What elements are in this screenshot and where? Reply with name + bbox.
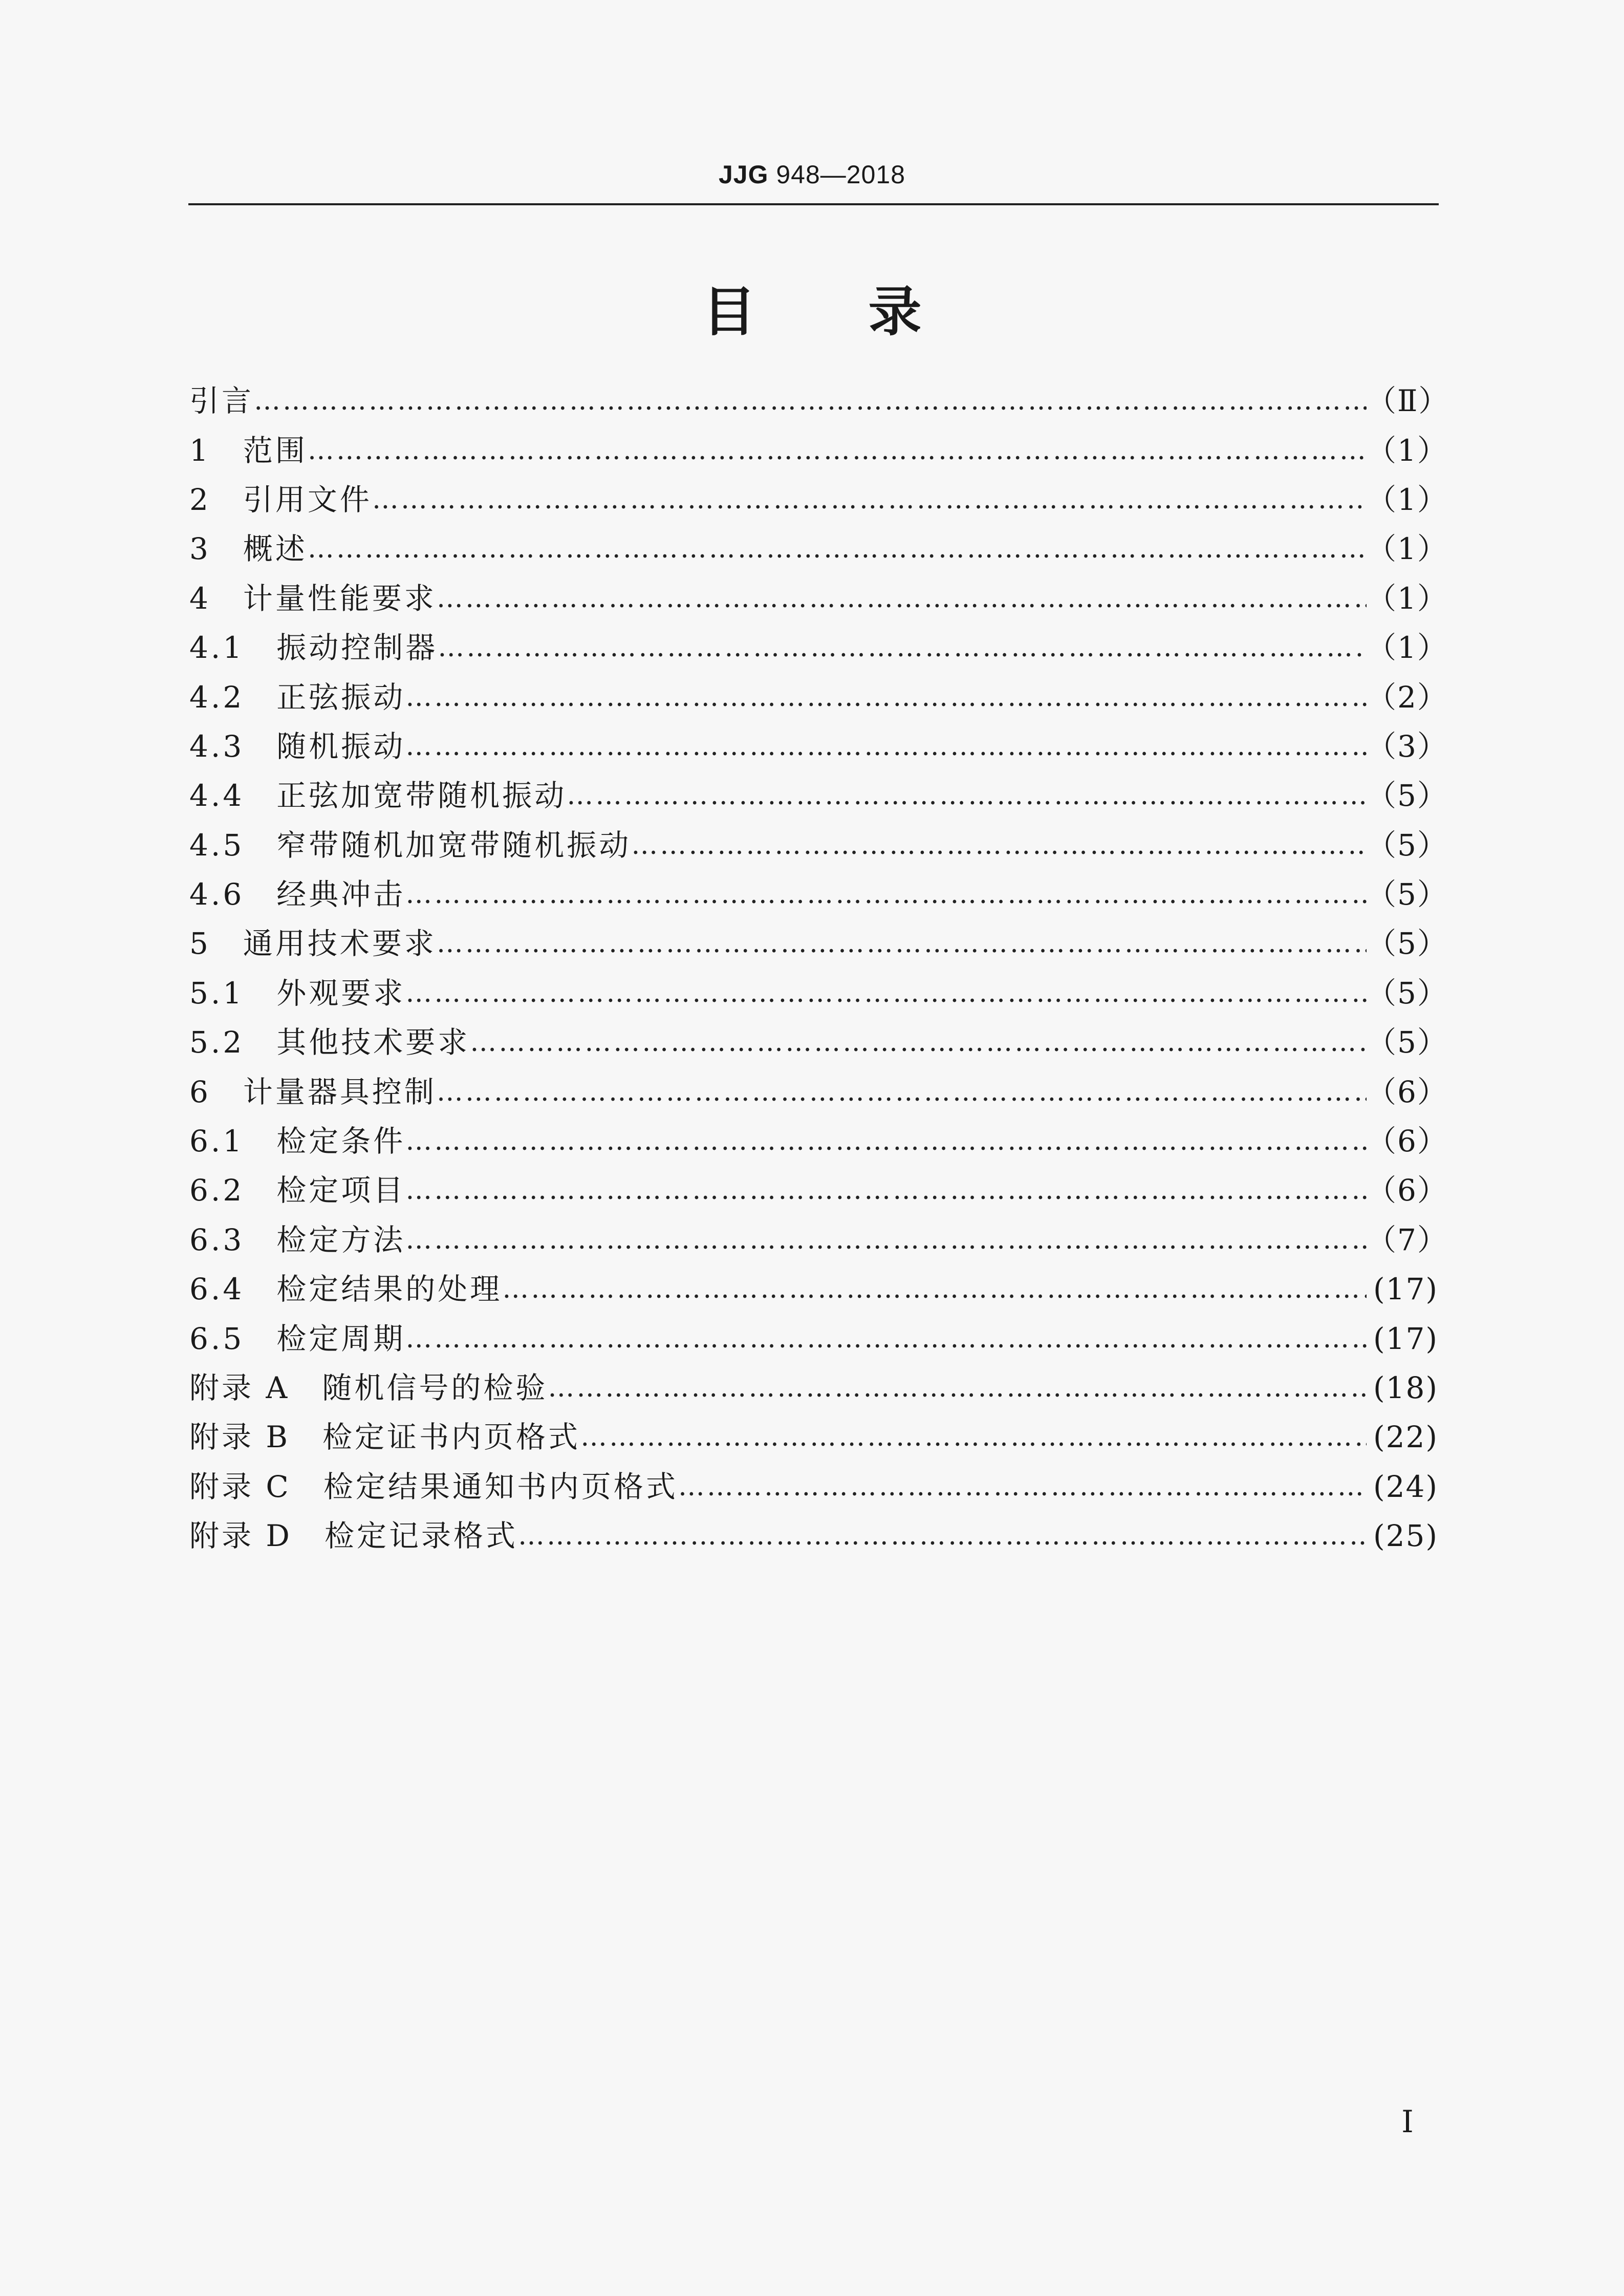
toc-entry-label: 6.3 检定方法: [189, 1222, 406, 1257]
toc-leader-dots: [405, 1117, 1367, 1166]
toc-leader-dots: [470, 1018, 1367, 1067]
toc-entry-page: （5）: [1367, 1025, 1448, 1060]
toc-leader-dots: [437, 574, 1367, 623]
toc-entry-label: 5 通用技术要求: [189, 926, 437, 961]
toc-entry-label: 4.3 随机振动: [189, 728, 406, 764]
toc-entry-label: 4.4 正弦加宽带随机振动: [189, 778, 567, 813]
toc-leader-dots: [254, 376, 1367, 425]
toc-entry-page: （1）: [1367, 482, 1448, 517]
toc-entry[interactable]: [189, 1067, 1448, 1116]
toc-entry-label: 4.5 窄带随机加宽带随机振动: [189, 827, 632, 863]
toc-leader-dots: [438, 623, 1367, 672]
toc-entry[interactable]: [189, 425, 1448, 475]
toc-leader-dots: [502, 1264, 1367, 1314]
toc-leader-dots: [405, 870, 1367, 919]
toc-entry[interactable]: [189, 1264, 1438, 1314]
toc-leader-dots: [580, 1412, 1367, 1462]
toc-leader-dots: [308, 524, 1367, 573]
toc-leader-dots: [405, 969, 1367, 1018]
toc-entry-label: 6 计量器具控制: [189, 1074, 437, 1109]
toc-leader-dots: [308, 426, 1367, 475]
toc-entry[interactable]: [189, 1412, 1438, 1462]
toc-entry-page: （6）: [1367, 1173, 1448, 1208]
toc-entry[interactable]: [189, 1166, 1448, 1215]
toc-entry[interactable]: [189, 672, 1448, 721]
toc-entry[interactable]: [189, 1018, 1448, 1067]
toc-entry-page: (24): [1373, 1469, 1438, 1504]
toc-entry-label: 2 引用文件: [189, 482, 372, 517]
toc-entry-page: （5）: [1367, 877, 1448, 912]
toc-leader-dots: [548, 1363, 1367, 1412]
toc-entry-label: 4.2 正弦振动: [189, 679, 406, 715]
toc-entry[interactable]: [189, 722, 1448, 771]
toc-entry[interactable]: [189, 870, 1448, 919]
toc-entry[interactable]: [189, 376, 1449, 425]
toc-entry-page: （1）: [1367, 630, 1448, 666]
toc-entry-page: （6）: [1367, 1074, 1448, 1109]
toc-leader-dots: [405, 1215, 1367, 1264]
toc-entry-page: （5）: [1367, 778, 1448, 813]
toc-entry[interactable]: [189, 574, 1448, 623]
toc-entry-page: （5）: [1367, 926, 1448, 961]
toc-entry-page: （5）: [1367, 827, 1448, 863]
toc-leader-dots: [437, 919, 1367, 968]
page-title: [0, 269, 1624, 346]
toc-entry-label: 引言: [189, 383, 254, 419]
standard-prefix: JJG: [718, 160, 769, 189]
toc-leader-dots: [405, 722, 1367, 771]
toc-leader-dots: [518, 1511, 1367, 1560]
toc-entry[interactable]: [189, 623, 1448, 672]
toc-entry[interactable]: [189, 1117, 1448, 1166]
toc-entry-page: (18): [1373, 1370, 1438, 1405]
toc-entry[interactable]: [189, 969, 1448, 1018]
toc-entry-label: 6.2 检定项目: [189, 1173, 406, 1208]
toc-entry-page: (17): [1373, 1272, 1438, 1307]
toc-entry-page: （1）: [1367, 531, 1448, 567]
toc-entry-label: 附录 B 检定证书内页格式: [189, 1420, 581, 1455]
toc-leader-dots: [405, 1166, 1367, 1215]
toc-leader-dots: [405, 673, 1367, 722]
toc-entry-page: （2）: [1367, 679, 1448, 715]
toc-leader-dots: [372, 475, 1367, 524]
toc-entry[interactable]: [189, 524, 1448, 573]
title-char-1: 目: [702, 281, 756, 343]
table-of-contents: [189, 376, 1449, 1560]
toc-entry-page: (25): [1373, 1518, 1438, 1554]
toc-entry-label: 3 概述: [189, 531, 308, 567]
toc-entry-page: （7）: [1367, 1222, 1448, 1257]
toc-leader-dots: [567, 771, 1367, 820]
toc-entry-label: 6.4 检定结果的处理: [189, 1272, 503, 1307]
toc-entry[interactable]: [189, 1363, 1438, 1412]
standard-number: 948—2018: [768, 160, 906, 189]
toc-entry-label: 4.1 振动控制器: [189, 630, 438, 666]
toc-leader-dots: [678, 1462, 1367, 1511]
toc-entry[interactable]: [189, 475, 1448, 524]
header-rule: [188, 203, 1439, 205]
title-char-2: 录: [868, 281, 922, 343]
document-header: [0, 160, 1624, 189]
toc-entry[interactable]: [189, 1215, 1448, 1264]
toc-entry-label: 附录 C 检定结果通知书内页格式: [189, 1469, 678, 1504]
toc-entry[interactable]: [189, 771, 1448, 820]
toc-entry-label: 6.5 检定周期: [189, 1321, 406, 1356]
toc-entry-label: 附录 A 随机信号的检验: [189, 1370, 548, 1405]
toc-entry-page: （1）: [1367, 433, 1448, 468]
toc-entry-page: （Ⅱ）: [1367, 383, 1449, 419]
toc-entry[interactable]: [189, 821, 1448, 870]
toc-entry-page: (17): [1373, 1321, 1438, 1356]
toc-entry-page: （5）: [1367, 975, 1448, 1011]
toc-leader-dots: [631, 821, 1367, 870]
toc-entry-page: （3）: [1367, 728, 1448, 764]
toc-entry-label: 4.6 经典冲击: [189, 877, 406, 912]
toc-entry-label: 5.2 其他技术要求: [189, 1025, 470, 1060]
toc-entry-label: 1 范围: [189, 433, 308, 468]
toc-entry-page: (22): [1373, 1420, 1438, 1455]
toc-entry[interactable]: [189, 919, 1448, 968]
toc-entry[interactable]: [189, 1462, 1438, 1511]
toc-entry-page: （1）: [1367, 581, 1448, 616]
page-number: Ⅰ: [1401, 2104, 1414, 2140]
toc-leader-dots: [437, 1067, 1367, 1117]
toc-entry-page: （6）: [1367, 1124, 1448, 1159]
toc-entry-label: 4 计量性能要求: [189, 581, 437, 616]
toc-entry-label: 6.1 检定条件: [189, 1124, 406, 1159]
toc-leader-dots: [405, 1314, 1367, 1363]
toc-entry-label: 附录 D 检定记录格式: [189, 1518, 518, 1554]
toc-entry[interactable]: [189, 1314, 1438, 1363]
toc-entry-label: 5.1 外观要求: [189, 975, 406, 1011]
toc-entry[interactable]: [189, 1511, 1438, 1560]
